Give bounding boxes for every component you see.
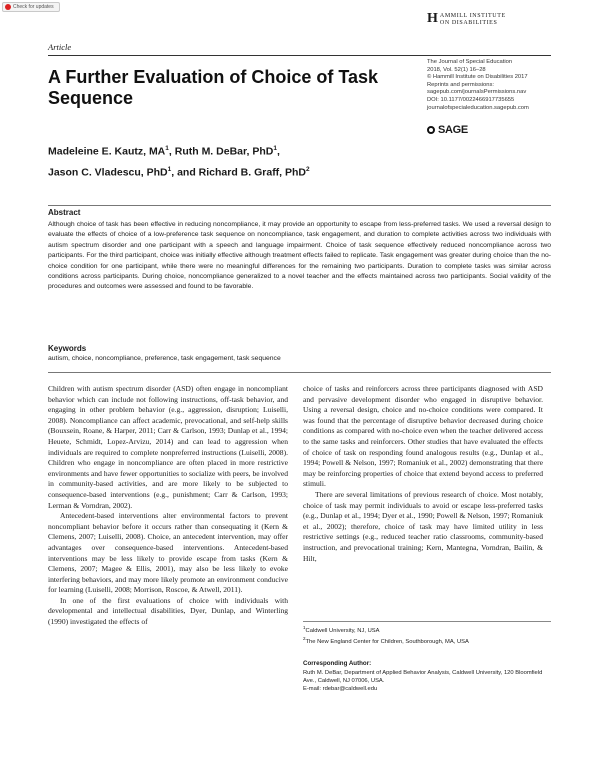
article-title: A Further Evaluation of Choice of Task Sequence <box>48 67 379 108</box>
publisher-initial: H <box>427 11 438 26</box>
body-column-right <box>303 384 543 564</box>
corresponding-author-details <box>303 669 551 694</box>
body-column-left <box>48 384 288 628</box>
footnote-mark: 2 <box>303 636 306 642</box>
footnote-mark: 1 <box>303 625 306 630</box>
author-name: Jason C. Vladescu, PhD <box>48 166 168 178</box>
body-paragraph: There are several limitations of previous research of choice. Most notably, choice of task may permit individuals to avoid or escape less-preferred tasks (e.g., Dunlap et al., 1994; Dyer et al., 1990; Powell & Nelson, 1997; Romaniuk et al., 2002); therefore, choice of task may have limited utility in less restrictive settings (e.g., reduced teacher ratio classrooms, community-based instruction, and prevocational training; Kern, Mantegna, Vorndran, Bailin, & Hilt, <box>303 489 543 563</box>
body-paragraph: Antecedent-based interventions alter environmental factors to prevent noncompliant behavior before it occurs rather than consequating it (Kern & Clemens, 2007; Luiselli, 2008). Choice, an antecedent intervention, may offer advantages over consequence-based interventions. Antecedent-based interventions may be less likely to provide escape from tasks (Kern & Clemens, 2007; Magee & Ellis, 2001), may also be less likely to evoke interfering behaviors, and may more likely promote an environment conducive for learning (Luiselli, 2008; Morrison, Roscoe, & Atwell, 2011). <box>48 511 288 595</box>
publisher-line-2: ON DISABILITIES <box>439 20 498 26</box>
affiliation-2: The New England Center for Children, Southborough, MA, USA <box>305 639 469 646</box>
author-separator: , <box>276 145 280 158</box>
journal-info <box>427 59 567 112</box>
sage-logo <box>427 124 468 136</box>
journal-volume: 2018, Vol. 52(1) 16–28 <box>427 66 486 73</box>
footnote-divider <box>303 621 551 622</box>
updates-icon <box>5 4 11 10</box>
header-divider <box>48 55 551 56</box>
journal-name: The Journal of Special Education <box>427 59 513 65</box>
keywords-divider <box>48 372 551 373</box>
sage-wordmark: SAGE <box>438 124 468 136</box>
affiliation-footnotes <box>303 624 551 647</box>
body-paragraph: Children with autism spectrum disorder (ASD) often engage in noncompliant behavior which can include not following instructions, off-task behavior, and engaging in other problem behavior (e.g., aggression, disruption; Luiselli, 2008). Noncompliance can affect academic, prevocational, and self-help skills (Bouxsein, Roane, & Harper, 2011; Carr & Carlson, 1993; Dunlap et al., 1994; Heuete, Schmidt, Lopez-Arvizu, 2014) and can lead to aggression when individuals are required to complete nonpreferred instructions (Luiselli, 2008). Children who engage in noncompliance are often placed in more restrictive environments and have fewer opportunities to socialize with peers, be involved in community-based activities, and are more likely to be subjected to consequence-based interventions (e.g., punishment; Carr & Carlson, 1993; Lerman & Vorndran, 2002). <box>48 384 288 510</box>
body-paragraph: In one of the first evaluations of choice with individuals with developmental and intellectual disabilities, Dyer, Dunlap, and Winterling (1990) investigated the effects of <box>48 595 288 627</box>
author-affiliation-mark: 1 <box>167 165 172 173</box>
body-paragraph: choice of tasks and reinforcers across three participants diagnosed with ASD and pervasive development disorder who engaged in disruptive behavior. Using a reversal design, choice and no-choice conditions were compared. It was found that the percentage of disruptive behavior decreased during choice conditions as compared with no-choice even when the teacher delivered access to the same tasks and reinforcers. Other studies that have evaluated the effects of choice of task on responding found analogous results (e.g., Dunlap et al., 1994; Powell & Nelson, 1997; Romaniuk et al., 2002) demonstrating that there may be reinforcing properties of choice that extend beyond access to preferred stimuli. <box>303 384 543 489</box>
corresponding-author-email[interactable]: E-mail: rdebar@caldwell.edu <box>303 686 378 693</box>
journal-doi[interactable]: DOI: 10.1177/0022466917735655 <box>427 96 515 103</box>
abstract-heading: Abstract <box>48 208 81 217</box>
author-affiliation-mark: 2 <box>306 165 310 173</box>
affiliation-1: Caldwell University, NJ, USA <box>305 627 380 634</box>
publisher-line-1: AMMILL INSTITUTE <box>439 13 506 19</box>
keywords-text: autism, choice, noncompliance, preference, task engagement, task sequence <box>48 355 281 362</box>
author-list <box>48 140 408 181</box>
author-name: , Ruth M. DeBar, PhD <box>168 145 274 158</box>
check-for-updates-badge[interactable] <box>2 2 60 12</box>
author-affiliation-mark: 1 <box>165 145 169 152</box>
corresponding-author-address: Ruth M. DeBar, Department of Applied Behavior Analysis, Caldwell University, 120 Bloomfield Ave., Caldwell, NJ 07006, USA. <box>303 670 543 685</box>
author-name: , and Richard B. Graff, PhD <box>171 166 307 178</box>
check-for-updates-label: Check for updates <box>13 4 54 10</box>
journal-reprints: Reprints and permissions: <box>427 81 495 88</box>
keywords-heading: Keywords <box>48 344 87 353</box>
journal-website-link[interactable]: journalofspecialeducation.sagepub.com <box>427 104 529 111</box>
journal-permissions-link[interactable]: sagepub.com/journalsPermissions.nav <box>427 89 527 96</box>
journal-copyright: © Hammill Institute on Disabilities 2017 <box>427 74 528 81</box>
abstract-text: Although choice of task has been effective in reducing noncompliance, it may provide an opportunity to escape from less-preferred tasks. We used a reversal design to evaluate the effects of choice of a low-preference task sequence on noncompliance, task engagement, and duration to complete activities across two individuals with autism spectrum disorder and one participant with a speech and language impairment. Choice of task sequence effectively reduced noncompliance across two participants. For the third participant, choice was initially effective although treatment effects failed to replicate. Task engagement was greater during choice than the no-choice condition for one participant, while there were no meaningful differences for the remaining two participants. Duration to complete tasks was similar across conditions across participants. During choice, noncompliance generalized to a novel teacher and the effects maintained across two participants. Social validity of the procedures and outcomes were assessed and found to be favorable. <box>48 221 551 291</box>
article-type-label: Article <box>48 42 72 52</box>
publisher-logo <box>427 12 506 27</box>
corresponding-author-heading: Corresponding Author: <box>303 660 372 667</box>
sage-ring-icon <box>427 126 435 134</box>
author-affiliation-mark: 1 <box>273 145 277 152</box>
author-name: Madeleine E. Kautz, MA <box>48 145 166 158</box>
